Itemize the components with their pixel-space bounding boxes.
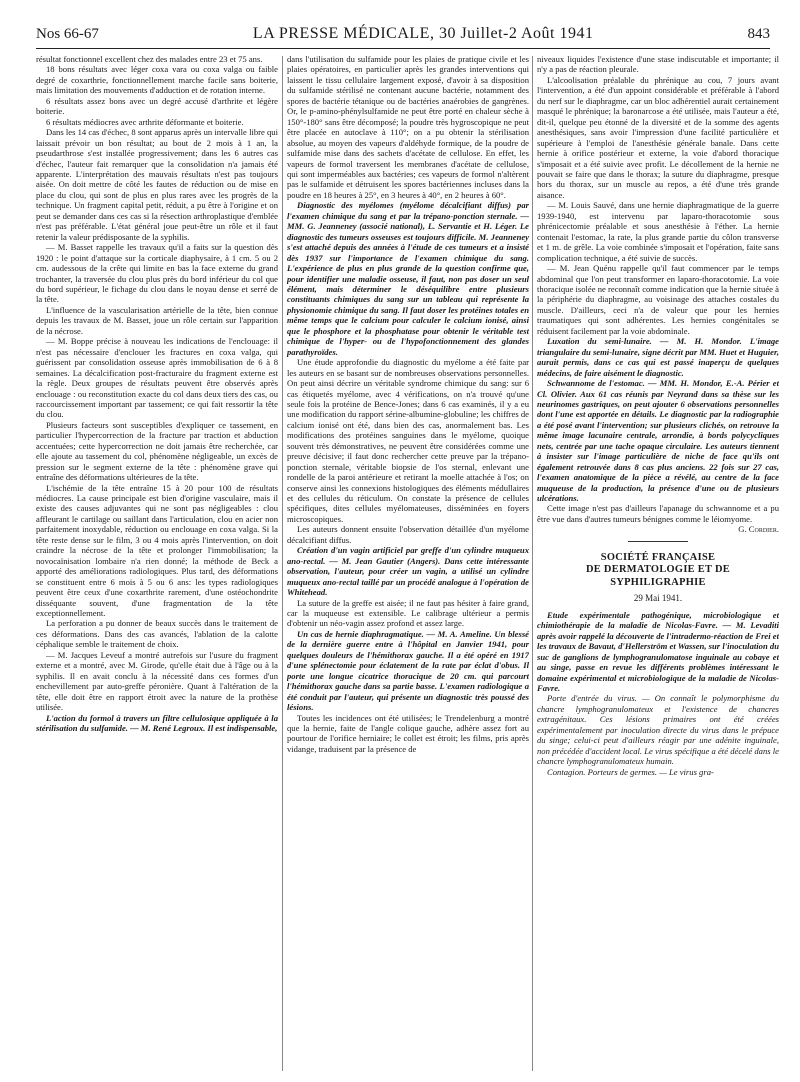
paragraph: L'alcoolisation préalable du phrénique au cou, 7 jours avant l'intervention, a été d'un appoint considérable et préférable à l'abord du nerf sur le diaphragme, car un bloc adhérentiel aurait certainement masqué le phrénique; la baronarcose a été utilisée, mais l'auteur a été, dit-il, quelque peu étonné de la diversité et de la somme des agents anesthésiques, sans avoir l'impression d'une facilité particulière et supérieure à l'emploi de l'anesthésie générale banale. Dans cette hernie à orifice postérieur et externe, la voie d'abord thoracique s'imposait et a été suivie avec profit. Le décollement de la hernie ne pouvait se faire que dans le thorax; la suture du diaphragme, presque hors du thorax, sur un muscle au repos, a été d'une très grande aisance. <box>537 74 779 200</box>
paragraph: dans l'utilisation du sulfamide pour les plaies de pratique civile et les plaies opératoires, en particulier après les grandes interventions qui laissent le tissu cellulaire largement exposé, d'avoir à sa disposition du sulfamide stérilisé ne contenant aucune bactérie, notamment des spores de bactérie tétanique ou de bactéries anaérobies de gangrènes. Or, le p-amino-phénylsulfamide ne peut être porté en chaleur sèche à 150°-180° sans être décomposé; la poudre très hygroscopique ne peut être placée en autoclave à 110°; on a pu obtenir la stérilisation absolue, au moyen des vapeurs d'aldéhyde formique, de la poudre de sulfamide mise dans des sachets d'acétate de cellulose. En effet, les vapeurs de formol traversent les membranes d'acétate de cellulose, qui sont imperméables aux bactéries; ces vapeurs de formol n'altèrent pas le sulfamide et détruisent les spores bactériennes incluses dans la poudre en 18 heures à 25°, en 3 heures à 40°, en 2 heures à 60°. <box>287 54 529 200</box>
paragraph: La perforation a pu donner de beaux succès dans le traitement de ces déformations. Dans des cas avancés, l'ablation de la calotte céphalique semble le traitement de choix. <box>36 618 278 650</box>
journal-name: LA PRESSE MÉDICALE <box>252 25 430 42</box>
page-number: 843 <box>747 25 770 42</box>
column-left <box>36 54 278 1074</box>
paragraph: Plusieurs facteurs sont susceptibles d'expliquer ce tassement, en particulier l'hypercorrection de la fracture par traction et abduction accentuées; cette hypercorrection ne doit jamais être recherchée, car elle ajoute au tassement du col, phénomène négligeable, un excès de pression sur le segment externe de la tête : phénomène grave qui entraîne des déformations ultérieures de la tête. <box>36 419 278 483</box>
paragraph: — M. Louis Sauvé, dans une hernie diaphragmatique de la guerre 1939-1940, est intervenu par laparo-thoracotomie sous phrénicectomie préalable et sous anesthésie à l'éther. La hernie contenait l'estomac, la rate, la plus grande partie du côlon transverse et 1 m. de grêle. La voie combinée s'imposait et l'opération, faite sans complication technique, a été suivie de succès. <box>537 200 779 263</box>
column-right <box>537 54 779 1074</box>
paragraph: L'influence de la vascularisation artérielle de la tête, bien connue depuis les travaux de M. Basset, joue un rôle certain sur l'apparition de la nécrose. <box>36 304 278 336</box>
section-heading: Un cas de hernie diaphragmatique. — M. A. Ameline. Un blessé de la dernière guerre entre à l'hôpital en Janvier 1941, pour quelques douleurs de l'hémithorax gauche. Il a été opéré en 1917 d'une splénectomie pour éclatement de la rate par éclat d'obus. Il porte une longue cicatrice thoracique de 20 cm. qui parcourt l'hémithorax gauche dans sa partie basse. L'examen radiologique a été conduit par l'auteur, qui présente un diagnostic très poussé des lésions. <box>287 628 529 713</box>
paragraph: Toutes les incidences ont été utilisées; le Trendelenburg a montré que la hernie, faite de l'angle colique gauche, adhère assez fort au pourtour de l'orifice herniaire; le collet est étroit; les films, pris après vidange, traduisent par la présence de <box>287 712 529 754</box>
issue-date: 30 Juillet-2 Août 1941 <box>438 25 594 42</box>
paragraph: Porte d'entrée du virus. — On connaît le polymorphisme du chancre lymphogranulomateux et l'existence de chancres extragénitaux. Ces lésions primaires ont été créées expérimentalement par inoculation directe du virus dans le prépuce du singe; celui-ci peut d'ailleurs réagir par une adénite inguinale, non précédée d'accident local. Le virus spécifique a été décelé dans le chancre lymphogranulomateux humain. <box>537 693 779 767</box>
society-name: SOCIÉTÉ FRANÇAISE <box>600 551 716 563</box>
paragraph: Dans les 14 cas d'échec, 8 sont apparus après un intervalle libre qui laissait prévoir un bon résultat; au bout de 2 mois à 1 an, la pseudarthrose s'est installée progressivement; dans les 6 autres cas d'échec, l'auteur fait remarquer que la consolidation n'a jamais été apparente. L'interprétation des mauvais résultats n'est pas toujours aisée. On doit mettre de côté les fautes de réduction ou de mise en place du clou, qui sont de plus en plus rares avec les progrès de la technique. Un fragment capital petit, réduit, a pu être à l'origine et on peut se demander dans ces cas si la résection arthroplastique d'emblée n'est pas préférable. L'état général joue peut-être un rôle et il faut retenir la valeur prédisposante de la syphilis. <box>36 127 278 242</box>
paragraph: 6 résultats médiocres avec arthrite déformante et boiterie. <box>46 116 244 127</box>
paragraph: Cette image n'est pas d'ailleurs l'apanage du schwannome et a pu être vue dans d'autres tumeurs bénignes comme le léiomyome. <box>537 503 779 524</box>
meeting-date: 29 Mai 1941. <box>633 593 683 604</box>
section-heading: Création d'un vagin artificiel par greffe d'un cylindre muqueux ano-rectal. — M. Jean Gautier (Angers). Dans cette intéressante observation, l'auteur, pour créer un vagin, a utilisé un cylindre muqueux ano-rectal taillé par un procédé analogue à l'opération de Whitehead. <box>287 545 529 598</box>
paragraph: résultat fonctionnel excellent chez des malades entre 23 et 75 ans. <box>36 54 263 64</box>
paragraph: Les auteurs donnent ensuite l'observation détaillée d'un myélome décalcifiant diffus. <box>287 524 529 545</box>
society-name-line2: DE DERMATOLOGIE ET DE SYPHILIGRAPHIE <box>585 564 730 588</box>
author-signature: G. Cordier. <box>738 524 779 535</box>
issue-numbers: Nos 66-67 <box>36 25 99 42</box>
column-divider <box>282 56 283 1071</box>
paragraph: — M. Jacques Leveuf a montré autrefois sur l'usure du fragment externe et a montré, avec M. Girode, qu'elle était due à l'âge ou à la syphilis. Il en avait conclu à la nécessité dans ces formes d'un enchevillement par auto-greffe péronière. Quant à l'altération de la tête, elle doit être en rapport étroit avec la nature de la prothèse utilisée. <box>36 649 278 713</box>
paragraph: 6 résultats assez bons avec un degré accusé d'arthrite et légère boiterie. <box>36 95 278 117</box>
paragraph: Une étude approfondie du diagnostic du myélome a été faite par les auteurs en se basant sur de nombreuses observations personnelles. On peut ainsi décrire un véritable syndrome chimique du sang: sur 6 cas étiquetés myélome, avec 4 vérifications, on n'a trouvé qu'une seule fois la protéine de Bence-Jones; dans 6 cas examinés, il y a eu une modification du rapport sérine-albumine-globuline; les chiffres de calcium ionisé ont été, dans bien des cas, anormalement bas. Les modifications des protéines sanguines dans le myélome, quoique souvent très démonstratives, ne peuvent être considérées comme une preuve décisive; il faut donc rechercher cette preuve par la trépano-ponction sternale, véritable biopsie de l'os sternal, enlevant une rondelle de la paroi antérieure et retirant la moelle attachée à l'os; on conserve ainsi les connexions histologiques des éléments médullaires et des cellules du réticulum. On constate la présence de cellules spécifiques, dites cellules myélomateuses, disséminées en foyers microscopiques. <box>287 357 529 524</box>
section-heading: Schwannome de l'estomac. — MM. H. Mondor, E.-A. Périer et Cl. Olivier. Aux 61 cas réunis par Neyrand dans sa thèse sur les neurinomes gastriques, on peut ajouter 6 observations personnelles dont l'une est apportée en détails. Le diagnostic par la radiographie a été posé avant l'intervention; sur plusieurs clichés, on retrouve la même image lacunaire centrale, arrondie, à bords polycycliques nets, centrée par une tache opaque circulaire. Les auteurs tiennent à insister sur l'image particulière de niche de face qu'ils ont également retrouvée dans 8 cas plus anciens. 22 fois sur 27 cas, l'examen anatomique de la pièce a révélé, au centre de la face muqueuse de la production, la présence d'une ou de plusieurs ulcérations. <box>537 378 779 504</box>
paragraph: — M. Basset rappelle les travaux qu'il a faits sur la question dès 1920 : le point d'attaque sur la corticale diaphysaire, à 1 cm. 5 ou 2 cm. audessous de la crête qui limite en bas la face externe du grand trochanter, la traversée du clou plus près du bord inférieur du col que du bord supérieur, le fichage du clou dans le noyau dense et serré de la tête. <box>36 242 278 305</box>
section-rule <box>628 541 688 542</box>
paragraph: — M. Boppe précise à nouveau les indications de l'enclouage: il n'est pas nécessaire d'enclouer les fractures en coxa valga, qui guérissent par consolidation osseuse après immobilisation de 6 à 8 semaines. La décalcification post-fracturaire du fragment externe est la règle. Deux groupes de résultats peuvent être observés après enclouage : ou reconstitution exacte du col dans deux tiers des cas, ou raccourcissement important par tassement; ce qui fait ressortir la tête du clou. <box>36 336 278 420</box>
section-heading: Diagnostic des myélomes (myélome décalcifiant diffus) par l'examen chimique du sang et par la trépano-ponction sternale. — MM. G. Jeanneney (associé national), L. Servantie et H. Léger. Le diagnostic des tumeurs osseuses est toujours difficile. M. Jeanneney s'est attaché depuis des années à l'étude de ces tumeurs et a insisté dès 1937 sur l'importance de l'examen chimique du sang. L'expérience de plus en plus grande de la question confirme que, pour identifier une maladie osseuse, il faut, non pas doser un seul élément, mais déterminer le déséquilibre entre plusieurs constituants chimiques du sang sur un tableau qui représente la physionomie chimique du sang. Il faut doser les protéines totales en même temps que le calcium pour calculer le calcium ionisé, ainsi que le phosphore et la phosphatase pour obtenir le véritable test chimique de l'hyper- ou de l'hypofonctionnement des glandes parathyroïdes. <box>287 200 529 357</box>
section-heading: L'action du formol à travers un filtre cellulosique appliquée à la stérilisation du sulfamide. — M. René Legroux. Il est indispensable, <box>36 712 278 733</box>
paragraph: Contagion. Porteurs de germes. — Le virus gra- <box>547 766 714 777</box>
paragraph: — M. Jean Quénu rappelle qu'il faut commencer par le temps abdominal que l'on peut transformer en laparo-thoracotomie. La voie thoracique isolée ne reconnaît comme indication que la hernie située à la périphérie du diaphragme, au voisinage des attaches costales du muscle. D'ailleurs, ceci n'a de valeur que pour les hernies traumatiques qui sont adhérentes. Les hernies congénitales se réduisent facilement par la voie abdominale. <box>537 263 779 336</box>
journal-title: LA PRESSE MÉDICALE, 30 Juillet-2 Août 1941 <box>252 25 594 42</box>
paragraph: L'ischémie de la tête entraîne 15 à 20 pour 100 de résultats médiocres. La cause principale est bien d'origine vasculaire, mais il existe des causes adjuvantes qui ne sont pas négligeables : clou affleurant le cartilage ou saillant dans l'articulation, clou en acier non parfaitement inoxydable, réduction ou enclouage en coxa valga. Si la tête reste dense sur le film, 3 ou 4 mois après l'intervention, on doit craindre la nécrose de la tête et prolonger l'immobilisation; la novocaïnisation lombaire n'a rien donné; la méthode de Beck a apporté des améliorations radiologiques. Plus tard, des déformations se constituent entre 6 mois à 5 ou 6 ans: les types radiologiques peuvent être ceux d'une coxarthrite rarement, d'une ostéochondrite disséquante souvent, d'une fragmentation de la tête exceptionnellement. <box>36 482 278 619</box>
page-header <box>36 20 770 48</box>
column-middle <box>287 54 529 1074</box>
paragraph: La suture de la greffe est aisée; il ne faut pas hésiter à faire grand, car la muqueuse est extensible. Le calibrage ultérieur a permis d'obtenir un néo-vagin assez profond et assez large. <box>287 597 529 629</box>
header-rule <box>36 48 770 49</box>
section-heading: Luxation du semi-lunaire. — M. H. Mondor. L'image triangulaire du semi-lunaire, signe décrit par MM. Huet et Huguier, aurait permis, dans ce cas qui est passé inaperçu de quelques médecins, de faire aisément le diagnostic. <box>537 336 779 378</box>
paragraph: 18 bons résultats avec léger coxa vara ou coxa valga ou faible degré de coxarthrie, fonctionnellement marche facile sans boiterie, mais limitation des mouvements d'adduction et de rotation interne. <box>36 64 278 96</box>
section-heading: Etude expérimentale pathogénique, microbiologique et chimiothérapie de la maladie de Nicolas-Favre. — M. Levaditi après avoir rappelé la découverte de l'intradermo-réaction de Frei et les travaux de Bavaut, d'Hellerström et Wassen, sur l'inoculation du suc de ganglions de lymphogranulomatose inguinale au cobaye et au singe, passe en revue les différents problèmes intéressant le domaine expérimental et microbiologique de la maladie de Nicolas-Favre. <box>537 609 779 693</box>
paragraph: niveaux liquides l'existence d'une stase indiscutable et importante; il n'y a pas de réaction pleurale. <box>537 54 779 75</box>
column-divider <box>532 56 533 1071</box>
